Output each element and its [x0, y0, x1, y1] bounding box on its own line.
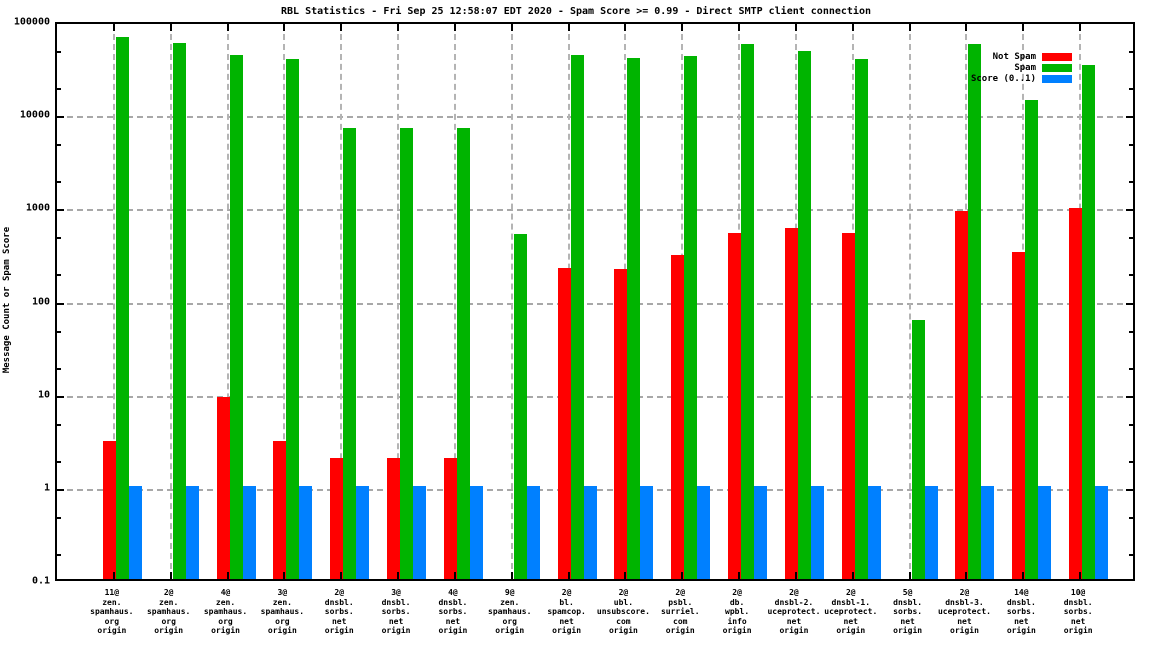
x-tick-label: 2@ db. wpbl. info origin — [722, 588, 752, 635]
y-minor-tick — [57, 144, 61, 146]
x-major-tick — [283, 572, 285, 579]
bar-score-0-1- — [1095, 486, 1108, 579]
y-minor-tick — [1129, 274, 1133, 276]
x-tick-label: 11@ zen. spamhaus. org origin — [90, 588, 134, 635]
bar-score-0-1- — [243, 486, 256, 579]
y-minor-tick — [1129, 144, 1133, 146]
bar-score-0-1- — [356, 486, 369, 579]
bar-spam — [286, 59, 299, 579]
bar-score-0-1- — [925, 486, 938, 579]
bar-score-0-1- — [868, 486, 881, 579]
bar-spam — [798, 51, 811, 579]
y-tick-label: 1 — [43, 482, 50, 494]
bar-not-spam — [842, 233, 855, 579]
v-gridline — [170, 24, 172, 579]
y-major-tick — [57, 209, 64, 211]
bar-not-spam — [614, 269, 627, 579]
y-minor-tick — [1129, 461, 1133, 463]
y-minor-tick — [1129, 424, 1133, 426]
x-tick-label: 2@ psbl. surriel. com origin — [660, 588, 700, 635]
legend-swatch — [1042, 64, 1072, 72]
x-major-tick — [227, 572, 229, 579]
bar-score-0-1- — [640, 486, 653, 579]
x-major-tick — [852, 572, 854, 579]
bar-not-spam — [558, 268, 571, 579]
x-major-tick — [795, 572, 797, 579]
x-major-tick — [340, 572, 342, 579]
bar-spam — [855, 59, 868, 579]
legend-label: Not Spam — [992, 51, 1036, 62]
x-major-tick — [965, 572, 967, 579]
legend-row — [971, 62, 1072, 73]
bar-spam — [571, 55, 584, 579]
chart-title: RBL Statistics - Fri Sep 25 12:58:07 EDT 2020 - Spam Score >= 0.99 - Direct SMTP client connection — [280, 6, 871, 17]
x-major-tick — [909, 24, 911, 31]
x-major-tick — [681, 24, 683, 31]
y-minor-tick — [1129, 331, 1133, 333]
bar-score-0-1- — [527, 486, 540, 579]
y-major-tick — [57, 116, 64, 118]
bar-not-spam — [103, 441, 116, 579]
legend-label: Spam — [1014, 62, 1036, 73]
y-minor-tick — [57, 331, 61, 333]
x-major-tick — [511, 572, 513, 579]
bar-score-0-1- — [697, 486, 710, 579]
y-minor-tick — [1129, 181, 1133, 183]
legend-swatch — [1042, 75, 1072, 83]
y-minor-tick — [1129, 517, 1133, 519]
x-major-tick — [340, 24, 342, 31]
x-tick-label: 3@ zen. spamhaus. org origin — [260, 588, 305, 635]
bar-not-spam — [1069, 208, 1082, 579]
y-minor-tick — [57, 237, 61, 239]
legend-swatch — [1042, 53, 1072, 61]
bar-score-0-1- — [413, 486, 426, 579]
x-tick-label: 9@ zen. spamhaus. org origin — [488, 588, 532, 635]
x-major-tick — [738, 24, 740, 31]
bar-score-0-1- — [754, 486, 767, 579]
x-major-tick — [454, 572, 456, 579]
x-major-tick — [170, 572, 172, 579]
x-tick-label: 2@ dnsbl-3. uceprotect. net origin — [937, 588, 991, 635]
bar-spam — [627, 58, 640, 579]
legend-row — [971, 51, 1072, 62]
bar-spam — [457, 128, 470, 579]
x-major-tick — [1022, 24, 1024, 31]
v-gridline — [511, 24, 513, 579]
y-axis-title: Message Count or Spam Score — [2, 226, 12, 374]
y-minor-tick — [57, 517, 61, 519]
bar-spam — [173, 43, 186, 579]
y-minor-tick — [1129, 88, 1133, 90]
bar-score-0-1- — [470, 486, 483, 579]
x-major-tick — [568, 572, 570, 579]
bar-not-spam — [728, 233, 741, 579]
bar-score-0-1- — [584, 486, 597, 579]
plot-area — [55, 22, 1135, 581]
y-minor-tick — [57, 51, 61, 53]
y-minor-tick — [1129, 368, 1133, 370]
x-tick-label: 2@ zen. spamhaus. org origin — [146, 588, 191, 635]
y-minor-tick — [57, 424, 61, 426]
x-major-tick — [113, 572, 115, 579]
x-tick-label: 2@ ubl. unsubscore. com origin — [596, 588, 650, 635]
x-major-tick — [511, 24, 513, 31]
y-major-tick — [1126, 303, 1133, 305]
y-minor-tick — [1129, 554, 1133, 556]
bar-not-spam — [273, 441, 286, 579]
y-tick-label: 1000 — [25, 202, 50, 214]
x-major-tick — [738, 572, 740, 579]
x-tick-label: 2@ dnsbl. sorbs. net origin — [324, 588, 354, 635]
y-tick-label: 100 — [31, 296, 50, 307]
x-major-tick — [909, 572, 911, 579]
x-major-tick — [1079, 572, 1081, 579]
y-major-tick — [1126, 116, 1133, 118]
x-major-tick — [624, 572, 626, 579]
x-major-tick — [795, 24, 797, 31]
bar-spam — [343, 128, 356, 579]
x-major-tick — [170, 24, 172, 31]
x-major-tick — [624, 24, 626, 31]
bar-score-0-1- — [129, 486, 142, 579]
y-major-tick — [1126, 396, 1133, 398]
bar-spam — [684, 56, 697, 579]
bar-not-spam — [671, 255, 684, 579]
x-major-tick — [965, 24, 967, 31]
bar-not-spam — [785, 228, 798, 579]
x-major-tick — [568, 24, 570, 31]
v-gridline — [909, 24, 911, 579]
bar-not-spam — [387, 458, 400, 579]
x-major-tick — [397, 572, 399, 579]
x-major-tick — [681, 572, 683, 579]
y-minor-tick — [57, 274, 61, 276]
y-minor-tick — [57, 181, 61, 183]
bar-score-0-1- — [186, 486, 199, 579]
bar-not-spam — [955, 211, 968, 579]
y-tick-label: 10000 — [19, 109, 50, 121]
y-minor-tick — [57, 368, 61, 370]
x-major-tick — [397, 24, 399, 31]
x-tick-label: 4@ zen. spamhaus. org origin — [203, 588, 248, 635]
bar-spam — [1025, 100, 1038, 579]
bar-score-0-1- — [1038, 486, 1051, 579]
bar-spam — [514, 234, 527, 579]
bar-spam — [741, 44, 754, 579]
x-tick-label: 5@ dnsbl. sorbs. net origin — [893, 588, 923, 635]
y-tick-label: 100000 — [13, 16, 50, 28]
bar-score-0-1- — [981, 486, 994, 579]
x-tick-label: 4@ dnsbl. sorbs. net origin — [438, 588, 468, 635]
bar-spam — [968, 44, 981, 579]
y-tick-label: 0.1 — [31, 575, 50, 587]
bar-spam — [912, 320, 925, 579]
bar-spam — [1082, 65, 1095, 579]
bar-not-spam — [330, 458, 343, 579]
bar-not-spam — [1012, 252, 1025, 579]
y-major-tick — [1126, 209, 1133, 211]
x-major-tick — [283, 24, 285, 31]
bar-score-0-1- — [811, 486, 824, 579]
x-major-tick — [454, 24, 456, 31]
x-major-tick — [852, 24, 854, 31]
y-minor-tick — [1129, 51, 1133, 53]
x-major-tick — [113, 24, 115, 31]
x-tick-label: 10@ dnsbl. sorbs. net origin — [1063, 588, 1093, 635]
x-tick-label: 3@ dnsbl. sorbs. net origin — [381, 588, 411, 635]
y-tick-label: 10 — [37, 389, 50, 401]
bar-spam — [116, 37, 129, 579]
y-major-tick — [57, 489, 64, 491]
bar-score-0-1- — [299, 486, 312, 579]
legend-row — [971, 73, 1072, 84]
bar-spam — [230, 55, 243, 579]
x-tick-label: 2@ dnsbl-1. uceprotect. net origin — [824, 588, 878, 635]
x-tick-label: 2@ dnsbl-2. uceprotect. net origin — [767, 588, 821, 635]
legend-label: Score (0..1) — [970, 73, 1036, 84]
y-minor-tick — [57, 554, 61, 556]
x-major-tick — [1079, 24, 1081, 31]
bar-spam — [400, 128, 413, 579]
y-minor-tick — [57, 88, 61, 90]
bar-not-spam — [217, 397, 230, 579]
legend — [971, 51, 1072, 84]
y-major-tick — [57, 303, 64, 305]
y-minor-tick — [57, 461, 61, 463]
x-tick-label: 14@ dnsbl. sorbs. net origin — [1006, 588, 1036, 635]
x-tick-label: 2@ bl. spamcop. net origin — [547, 588, 586, 635]
y-major-tick — [57, 396, 64, 398]
bar-not-spam — [444, 458, 457, 579]
x-major-tick — [227, 24, 229, 31]
y-minor-tick — [1129, 237, 1133, 239]
x-major-tick — [1022, 572, 1024, 579]
y-major-tick — [1126, 489, 1133, 491]
